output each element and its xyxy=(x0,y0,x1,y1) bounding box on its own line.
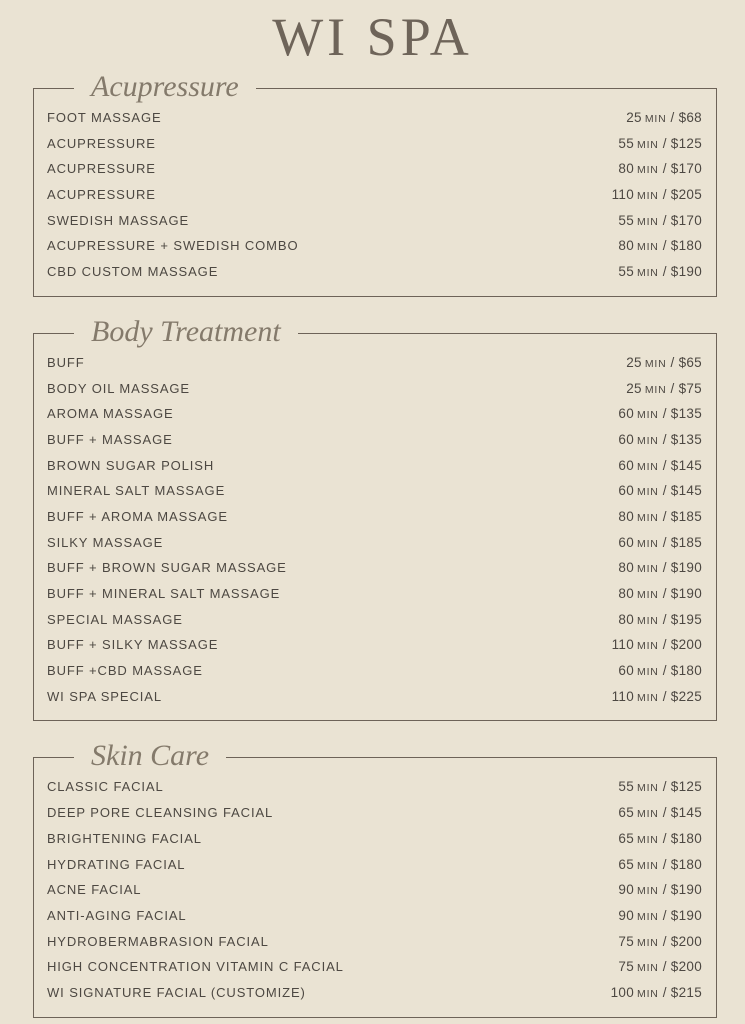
item-minutes: 60 xyxy=(618,431,635,447)
item-name: ACUPRESSURE xyxy=(47,187,156,203)
item-minutes: 60 xyxy=(618,663,635,679)
item-min-label: MIN xyxy=(644,113,667,125)
menu-item-row xyxy=(47,264,702,290)
item-price-group xyxy=(618,509,702,524)
item-minutes: 65 xyxy=(618,830,635,846)
menu-item-row xyxy=(47,779,702,805)
item-name: WI SPA SPECIAL xyxy=(47,688,162,704)
item-minutes: 60 xyxy=(618,534,635,550)
item-minutes: 90 xyxy=(618,907,635,923)
menu-item-row xyxy=(47,432,702,458)
item-price-group xyxy=(612,637,702,652)
item-name: BUFF + MASSAGE xyxy=(47,431,173,447)
item-name: FOOT MASSAGE xyxy=(47,110,162,125)
item-min-label: MIN xyxy=(637,434,659,447)
item-min-label: MIN xyxy=(637,666,659,679)
menu-item-row xyxy=(47,934,702,960)
item-name: HYDRATING FACIAL xyxy=(47,856,186,872)
item-min-label: MIN xyxy=(637,563,659,576)
item-min-label: MIN xyxy=(637,936,659,949)
price-separator: / xyxy=(662,457,667,473)
price-separator: / xyxy=(662,586,667,601)
menu-section xyxy=(33,739,717,1017)
item-minutes: 55 xyxy=(618,212,635,228)
item-price: $215 xyxy=(670,984,702,1000)
item-name: SPECIAL MASSAGE xyxy=(47,611,183,627)
item-price-group xyxy=(618,458,702,473)
menu-item-row xyxy=(47,381,702,407)
price-separator: / xyxy=(662,135,667,151)
item-price-group xyxy=(612,689,702,704)
price-separator: / xyxy=(662,611,667,627)
section-title: Skin Care xyxy=(74,739,226,772)
item-price-group xyxy=(611,985,702,1000)
item-name: BUFF +CBD MASSAGE xyxy=(47,663,203,679)
item-name: WI SIGNATURE FACIAL (CUSTOMIZE) xyxy=(47,984,306,1000)
item-name: SWEDISH MASSAGE xyxy=(47,212,190,228)
item-price: $190 xyxy=(670,560,702,576)
item-minutes: 25 xyxy=(626,110,642,125)
price-separator: / xyxy=(662,779,667,795)
item-name: AROMA MASSAGE xyxy=(47,406,174,422)
price-separator: / xyxy=(662,431,667,447)
menu-item-row xyxy=(47,509,702,535)
item-price: $225 xyxy=(670,688,702,704)
item-price: $190 xyxy=(670,907,702,923)
item-price-group xyxy=(618,136,702,151)
price-separator: / xyxy=(662,663,667,679)
item-min-label: MIN xyxy=(637,859,659,872)
price-separator: / xyxy=(662,830,667,846)
item-name: CLASSIC FACIAL xyxy=(47,779,164,795)
item-name: BRIGHTENING FACIAL xyxy=(47,830,202,846)
price-separator: / xyxy=(670,110,675,125)
item-name: HIGH CONCENTRATION VITAMIN C FACIAL xyxy=(47,959,344,975)
item-min-label: MIN xyxy=(637,833,659,846)
item-name: CBD CUSTOM MASSAGE xyxy=(47,264,219,280)
item-min-label: MIN xyxy=(637,241,659,254)
item-name: BUFF + BROWN SUGAR MASSAGE xyxy=(47,560,287,576)
item-minutes: 80 xyxy=(618,560,635,576)
item-minutes: 80 xyxy=(618,611,635,627)
price-separator: / xyxy=(662,933,667,949)
item-price-group xyxy=(618,805,702,820)
item-min-label: MIN xyxy=(637,614,659,627)
item-min-label: MIN xyxy=(637,164,659,177)
item-price: $68 xyxy=(678,110,702,125)
item-min-label: MIN xyxy=(637,962,659,975)
item-minutes: 55 xyxy=(618,779,635,795)
menu-item-row xyxy=(47,805,702,831)
item-price-group xyxy=(618,238,702,253)
item-price-group xyxy=(618,432,702,447)
price-separator: / xyxy=(662,856,667,872)
menu-item-row xyxy=(47,355,702,381)
item-price-group xyxy=(618,264,702,279)
item-price-group xyxy=(618,406,702,421)
menu-item-row xyxy=(47,959,702,985)
price-separator: / xyxy=(662,508,667,524)
section-rows xyxy=(47,779,702,1010)
item-minutes: 110 xyxy=(611,637,635,653)
price-separator: / xyxy=(662,688,667,704)
section-title: Acupressure xyxy=(74,70,256,103)
item-min-label: MIN xyxy=(637,782,659,795)
item-price-group xyxy=(618,560,702,575)
item-price: $145 xyxy=(670,457,702,473)
item-minutes: 110 xyxy=(611,187,635,203)
item-price-group xyxy=(626,110,702,125)
item-min-label: MIN xyxy=(644,383,667,396)
item-price: $170 xyxy=(670,212,702,228)
item-minutes: 75 xyxy=(618,959,635,975)
item-minutes: 65 xyxy=(618,805,635,821)
item-minutes: 25 xyxy=(626,380,642,396)
menu-item-row xyxy=(47,689,702,715)
item-price-group xyxy=(618,959,702,974)
item-minutes: 65 xyxy=(618,856,635,872)
item-price-group xyxy=(618,882,702,897)
item-name: BROWN SUGAR POLISH xyxy=(47,457,215,473)
item-min-label: MIN xyxy=(637,808,659,821)
item-minutes: 55 xyxy=(618,264,635,280)
item-minutes: 80 xyxy=(618,238,635,254)
item-min-label: MIN xyxy=(637,190,659,203)
item-minutes: 80 xyxy=(618,508,635,524)
item-min-label: MIN xyxy=(637,409,659,422)
item-price: $135 xyxy=(670,431,702,447)
item-price: $75 xyxy=(678,380,702,396)
price-separator: / xyxy=(662,984,667,1000)
item-price: $190 xyxy=(670,586,702,601)
menu-item-row xyxy=(47,483,702,509)
price-separator: / xyxy=(662,212,667,228)
item-price-group xyxy=(612,187,702,202)
item-min-label: MIN xyxy=(637,460,659,473)
price-separator: / xyxy=(662,907,667,923)
item-min-label: MIN xyxy=(637,910,659,923)
menu-item-row xyxy=(47,612,702,638)
price-separator: / xyxy=(662,483,667,499)
menu-item-row xyxy=(47,535,702,561)
menu-item-row xyxy=(47,857,702,883)
section-rows xyxy=(47,355,702,715)
item-minutes: 60 xyxy=(618,457,635,473)
item-price-group xyxy=(618,612,702,627)
item-price: $125 xyxy=(670,779,702,795)
menu-item-row xyxy=(47,110,702,136)
item-minutes: 90 xyxy=(618,882,635,898)
item-min-label: MIN xyxy=(637,138,659,151)
item-min-label: MIN xyxy=(637,987,659,1000)
item-name: ANTI-AGING FACIAL xyxy=(47,907,187,923)
item-price: $125 xyxy=(670,135,702,151)
item-min-label: MIN xyxy=(637,885,659,898)
item-name: HYDROBERMABRASION FACIAL xyxy=(47,933,269,949)
menu-item-row xyxy=(47,161,702,187)
item-price-group xyxy=(618,934,702,949)
menu-section xyxy=(33,69,717,297)
menu-item-row xyxy=(47,458,702,484)
price-separator: / xyxy=(662,264,667,280)
item-price: $180 xyxy=(670,663,702,679)
item-price: $65 xyxy=(678,354,702,370)
item-price: $200 xyxy=(670,637,702,653)
price-separator: / xyxy=(662,560,667,576)
item-price: $135 xyxy=(670,406,702,422)
item-price: $200 xyxy=(670,959,702,975)
item-price-group xyxy=(618,213,702,228)
item-name: ACNE FACIAL xyxy=(47,882,142,898)
item-price: $200 xyxy=(670,933,702,949)
item-min-label: MIN xyxy=(637,486,659,499)
menu-item-row xyxy=(47,187,702,213)
item-min-label: MIN xyxy=(637,511,659,524)
menu-item-row xyxy=(47,831,702,857)
item-price-group xyxy=(618,779,702,794)
menu-item-row xyxy=(47,406,702,432)
item-price: $180 xyxy=(670,238,702,254)
price-separator: / xyxy=(662,805,667,821)
item-price: $180 xyxy=(670,830,702,846)
item-price: $190 xyxy=(670,264,702,280)
item-min-label: MIN xyxy=(644,357,667,370)
item-price-group xyxy=(626,355,702,370)
item-minutes: 100 xyxy=(610,984,635,1000)
item-name: BUFF + SILKY MASSAGE xyxy=(47,637,219,653)
spa-logo: WI SPA xyxy=(272,7,473,67)
item-minutes: 60 xyxy=(618,483,635,499)
item-price-group xyxy=(618,483,702,498)
item-price: $180 xyxy=(670,856,702,872)
item-minutes: 80 xyxy=(618,161,635,177)
item-price-group xyxy=(618,663,702,678)
item-min-label: MIN xyxy=(637,537,659,550)
item-price-group xyxy=(618,161,702,176)
item-minutes: 25 xyxy=(626,354,642,370)
menu-item-row xyxy=(47,586,702,612)
price-separator: / xyxy=(670,380,675,396)
menu-item-row xyxy=(47,908,702,934)
price-separator: / xyxy=(662,406,667,422)
price-separator: / xyxy=(662,161,667,177)
item-name: BUFF xyxy=(47,354,85,370)
section-rows xyxy=(47,110,702,290)
item-price-group xyxy=(618,586,702,601)
menu-item-row xyxy=(47,238,702,264)
item-name: BUFF + AROMA MASSAGE xyxy=(47,508,228,524)
item-price: $195 xyxy=(670,611,702,627)
item-min-label: MIN xyxy=(637,640,659,653)
item-price-group xyxy=(618,535,702,550)
price-separator: / xyxy=(670,354,675,370)
menu-item-row xyxy=(47,213,702,239)
price-separator: / xyxy=(662,187,667,203)
item-price-group xyxy=(618,857,702,872)
item-price: $145 xyxy=(670,805,702,821)
item-price: $205 xyxy=(670,187,702,203)
item-name: ACUPRESSURE xyxy=(47,135,156,151)
item-minutes: 110 xyxy=(611,688,635,704)
menu-item-row xyxy=(47,663,702,689)
price-separator: / xyxy=(662,534,667,550)
item-name: SILKY MASSAGE xyxy=(47,534,164,550)
menu-item-row xyxy=(47,560,702,586)
section-title: Body Treatment xyxy=(74,315,298,348)
item-min-label: MIN xyxy=(637,267,659,280)
item-minutes: 55 xyxy=(618,135,635,151)
item-price: $170 xyxy=(670,161,702,177)
menu-section xyxy=(33,314,717,722)
price-separator: / xyxy=(662,637,667,653)
item-minutes: 60 xyxy=(618,406,635,422)
item-price: $185 xyxy=(670,508,702,524)
item-price-group xyxy=(618,908,702,923)
menu-item-row xyxy=(47,637,702,663)
item-price: $185 xyxy=(670,534,702,550)
item-name: MINERAL SALT MASSAGE xyxy=(47,483,226,499)
price-separator: / xyxy=(662,238,667,254)
menu-sections xyxy=(0,69,745,1018)
item-price-group xyxy=(626,381,702,396)
item-price: $145 xyxy=(670,483,702,499)
item-min-label: MIN xyxy=(637,589,659,601)
price-separator: / xyxy=(662,959,667,975)
item-minutes: 80 xyxy=(618,586,635,601)
item-min-label: MIN xyxy=(637,691,659,704)
item-minutes: 75 xyxy=(618,933,635,949)
item-name: BODY OIL MASSAGE xyxy=(47,380,190,396)
menu-item-row xyxy=(47,985,702,1011)
item-name: ACUPRESSURE xyxy=(47,161,156,177)
price-separator: / xyxy=(662,882,667,898)
item-price-group xyxy=(618,831,702,846)
item-name: DEEP PORE CLEANSING FACIAL xyxy=(47,805,274,821)
menu-item-row xyxy=(47,136,702,162)
item-name: ACUPRESSURE + SWEDISH COMBO xyxy=(47,238,299,254)
menu-item-row xyxy=(47,882,702,908)
item-name: BUFF + MINERAL SALT MASSAGE xyxy=(47,586,281,601)
item-min-label: MIN xyxy=(637,215,659,228)
item-price: $190 xyxy=(670,882,702,898)
